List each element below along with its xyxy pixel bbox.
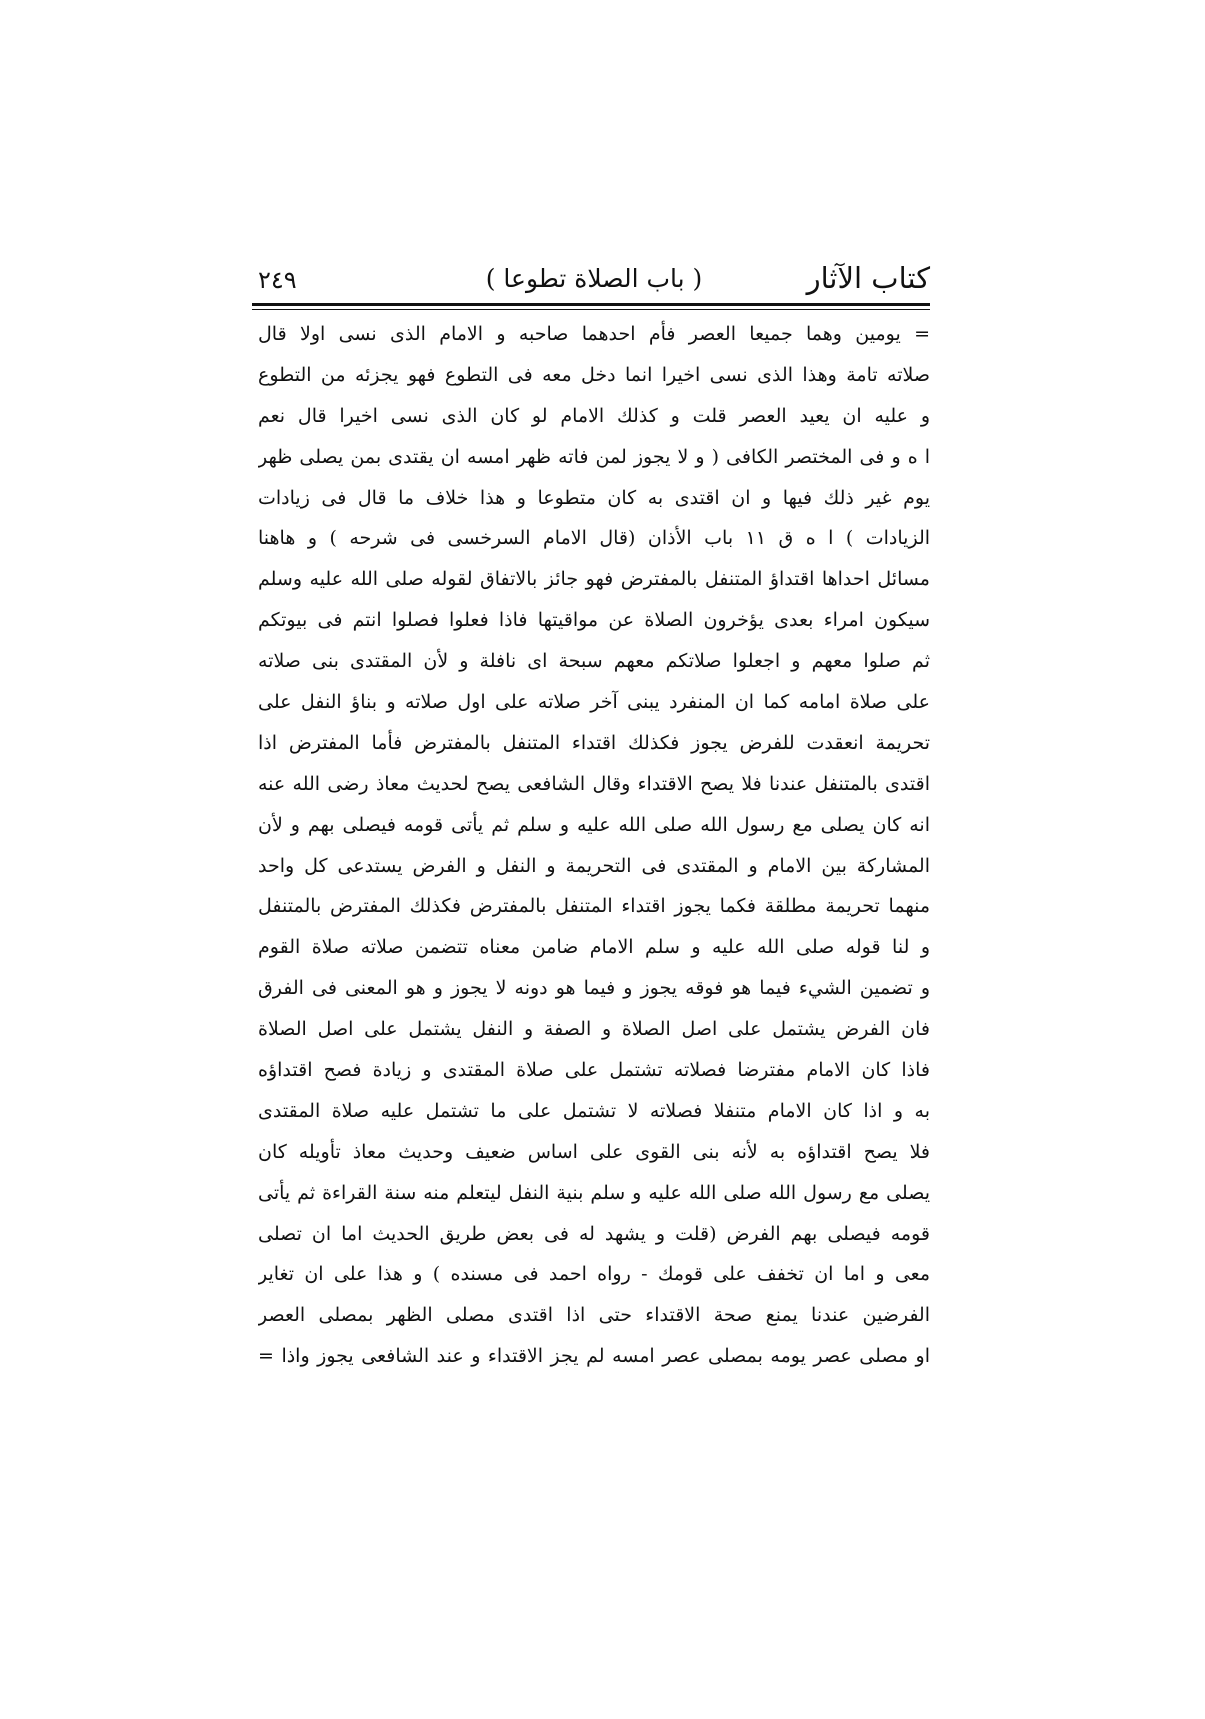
text-line: و عليه ان يعيد العصر قلت و كذلك الامام لو كان الذى نسى اخيرا قال نعم [258, 404, 930, 427]
text-line: يوم غير ذلك فيها و ان اقتدى به كان متطوعا و هذا خلاف ما قال فى زيادات [258, 486, 930, 509]
text-line: صلاته تامة وهذا الذى نسى اخيرا انما دخل معه فى التطوع فهو يجزئه من التطوع [258, 363, 930, 386]
text-line: فاذا كان الامام مفترضا فصلاته تشتمل على صلاة المقتدى و زيادة فصح اقتداؤه [258, 1059, 930, 1082]
text-line: تحريمة انعقدت للفرض يجوز فكذلك اقتداء المتنفل بالمفترض فأما المفترض اذا [258, 731, 930, 754]
page-number: ٢٤٩ [258, 266, 297, 294]
text-line: به و اذا كان الامام متنفلا فصلاته لا تشتمل على ما تشتمل عليه صلاة المقتدى [258, 1099, 930, 1122]
text-line: منهما تحريمة مطلقة فكما يجوز اقتداء المتنفل بالمفترض فكذلك المفترض بالمتنفل [258, 895, 930, 918]
text-line: المشاركة بين الامام و المقتدى فى التحريمة و النفل و الفرض يستدعى كل واحد [258, 854, 930, 877]
text-line: اقتدى بالمتنفل عندنا فلا يصح الاقتداء وقال الشافعى يصح لحديث معاذ رضى الله عنه [258, 772, 930, 795]
text-line: ا ه و فى المختصر الكافى ( و لا يجوز لمن فاته ظهر امسه ان يقتدى بمن يصلى ظهر [258, 445, 930, 468]
text-line: ثم صلوا معهم و اجعلوا صلاتكم معهم سبحة اى نافلة و لأن المقتدى بنى صلاته [258, 650, 930, 673]
text-line: مسائل احداها اقتداؤ المتنفل بالمفترض فهو جائز بالاتفاق لقوله صلى الله عليه وسلم [258, 568, 930, 591]
text-line: انه كان يصلى مع رسول الله صلى الله عليه و سلم ثم يأتى قومه فيصلى بهم و لأن [258, 813, 930, 836]
text-line: معى و اما ان تخفف على قومك - رواه احمد فى مسنده ) و هذا على ان تغاير [258, 1263, 930, 1286]
header-rule-thin [252, 309, 930, 310]
text-line: او مصلى عصر يومه بمصلى عصر امسه لم يجز الاقتداء و عند الشافعى يجوز واذا = [258, 1345, 930, 1368]
text-line: و لنا قوله صلى الله عليه و سلم الامام ضامن معناه تتضمن صلاته صلاة القوم [258, 936, 930, 959]
text-line: فلا يصح اقتداؤه به لأنه بنى القوى على اساس ضعيف وحديث معاذ تأويله كان [258, 1140, 930, 1163]
text-line: يصلى مع رسول الله صلى الله عليه و سلم بنية النفل ليتعلم منه سنة القراءة ثم يأتى [258, 1181, 930, 1204]
text-line: و تضمين الشيء فيما هو فوقه يجوز و فيما هو دونه لا يجوز و هو المعنى فى الفرق [258, 977, 930, 1000]
running-header [258, 258, 930, 302]
header-rule-thick [252, 303, 930, 306]
book-title: كتاب الآثار [806, 261, 930, 295]
text-line: سيكون امراء بعدى يؤخرون الصلاة عن مواقيتها فاذا فعلوا فصلوا انتم فى بيوتكم [258, 609, 930, 632]
chapter-title: ( باب الصلاة تطوعا ) [485, 264, 703, 293]
text-line: = يومين وهما جميعا العصر فأم احدهما صاحبه و الامام الذى نسى اولا قال [258, 323, 930, 345]
text-line: قومه فيصلى بهم الفرض (قلت و يشهد له فى بعض طريق الحديث اما ان تصلى [258, 1222, 930, 1245]
body-text [258, 314, 930, 1377]
text-line: الفرضين عندنا يمنع صحة الاقتداء حتى اذا اقتدى مصلى الظهر بمصلى العصر [258, 1304, 930, 1327]
text-line: فان الفرض يشتمل على اصل الصلاة و الصفة و النفل يشتمل على اصل الصلاة [258, 1018, 930, 1041]
text-line: الزيادات ) ا ه ق ١١ باب الأذان (قال الامام السرخسى فى شرحه ) و هاهنا [258, 527, 930, 550]
text-line: على صلاة امامه كما ان المنفرد يبنى آخر صلاته على اول صلاته و بناؤ النفل على [258, 691, 930, 714]
